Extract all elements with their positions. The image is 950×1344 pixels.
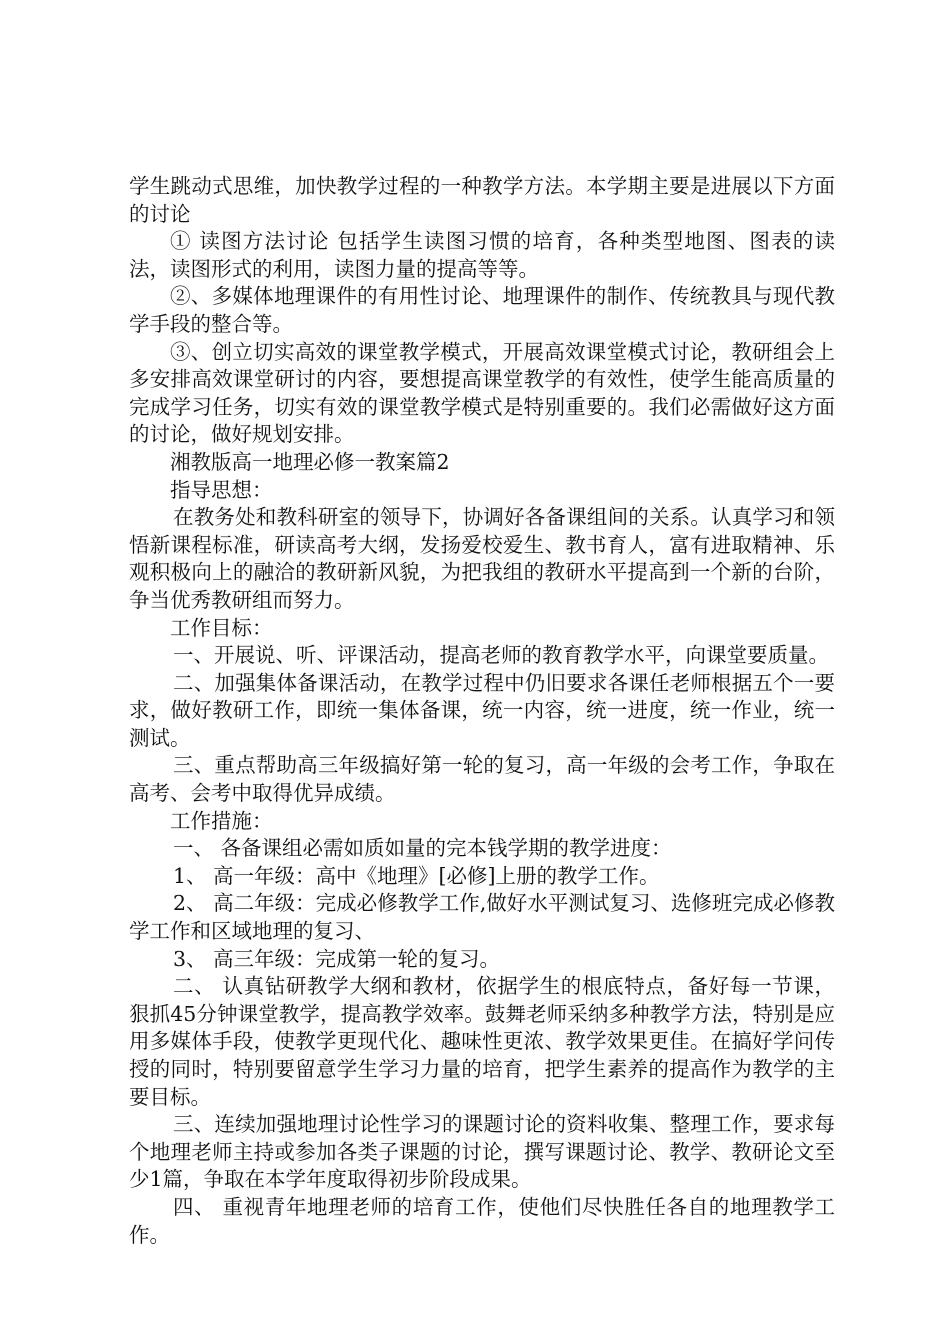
paragraph-measure-1-1: 1、 高一年级：高中《地理》[必修]上册的教学工作。 bbox=[173, 863, 660, 888]
subheading-guiding-ideas: 指导思想： bbox=[170, 477, 273, 502]
paragraph-measure-2: 二、 认真钻研教学大纲和教材，依据学生的根底特点，备好每一节课，狠抓45分钟课堂教学，提高教学效率。鼓舞老师采纳多种教学方法，特别是应用多媒体手段，使教学更现代化、趣味性更浓、教学效果更佳。在搞好学问传授的同时，特别要留意学生学习力量的培育，把学生素养的提高作为教学的主要目标。 bbox=[129, 974, 835, 1109]
paragraph-goal-1: 一、开展说、听、评课活动，提高老师的教育教学水平，向课堂要质量。 bbox=[173, 643, 829, 668]
paragraph-measure-4: 四、 重视青年地理老师的培育工作，使他们尽快胜任各自的地理教学工作。 bbox=[129, 1194, 835, 1247]
paragraph-measure-1-2: 2、 高二年级：完成必修教学工作,做好水平测试复习、选修班完成必修教学工作和区域地理的复习、 bbox=[129, 891, 835, 944]
paragraph-measure-3: 三、连续加强地理讨论性学习的课题讨论的资料收集、整理工作，要求每个地理老师主持或参加各类子课题的讨论，撰写课题讨论、教学、教研论文至少1篇，争取在本学年度取得初步阶段成果。 bbox=[129, 1112, 835, 1192]
paragraph-item-2: ②、多媒体地理课件的有用性讨论、地理课件的制作、传统教具与现代教学手段的整合等。 bbox=[129, 284, 835, 336]
paragraph-goal-3: 三、重点帮助高三年级搞好第一轮的复习，高一年级的会考工作，争取在高考、会考中取得优异成绩。 bbox=[129, 753, 835, 806]
paragraph-guiding-ideas: 在教务处和教科研室的领导下，协调好各备课组间的关系。认真学习和领悟新课程标准，研读高考大纲，发扬爱校爱生、教书育人，富有进取精神、乐观积极向上的融洽的教研新风貌，为把我组的教研水平提高到一个新的台阶，争当优秀教研组而努力。 bbox=[129, 505, 835, 612]
paragraph-measure-1-3: 3、 高三年级：完成第一轮的复习。 bbox=[173, 946, 501, 971]
section-heading: 湘教版高一地理必修一教案篇2 bbox=[170, 449, 450, 474]
paragraph-goal-2: 二、加强集体备课活动，在教学过程中仍旧要求各课任老师根据五个一要求，做好教研工作，即统一集体备课，统一内容，统一进度，统一作业，统一测试。 bbox=[129, 670, 835, 750]
document-body bbox=[129, 173, 835, 1249]
paragraph-continuation: 学生跳动式思维，加快教学过程的一种教学方法。本学期主要是进展以下方面的讨论 bbox=[129, 174, 835, 226]
paragraph-measure-1: 一、 各备课组必需如质如量的完本钱学期的教学进度： bbox=[173, 836, 672, 861]
subheading-work-measures: 工作措施： bbox=[170, 808, 273, 833]
paragraph-item-1: ① 读图方法讨论 包括学生读图习惯的培育，各种类型地图、图表的读法，读图形式的利用，读图力量的提高等等。 bbox=[129, 229, 835, 281]
paragraph-item-3: ③、创立切实高效的课堂教学模式，开展高效课堂模式讨论，教研组会上多安排高效课堂研讨的内容，要想提高课堂教学的有效性，使学生能高质量的完成学习任务，切实有效的课堂教学模式是特别重要的。我们必需做好这方面的讨论，做好规划安排。 bbox=[129, 339, 835, 447]
subheading-work-goals: 工作目标： bbox=[170, 615, 273, 640]
